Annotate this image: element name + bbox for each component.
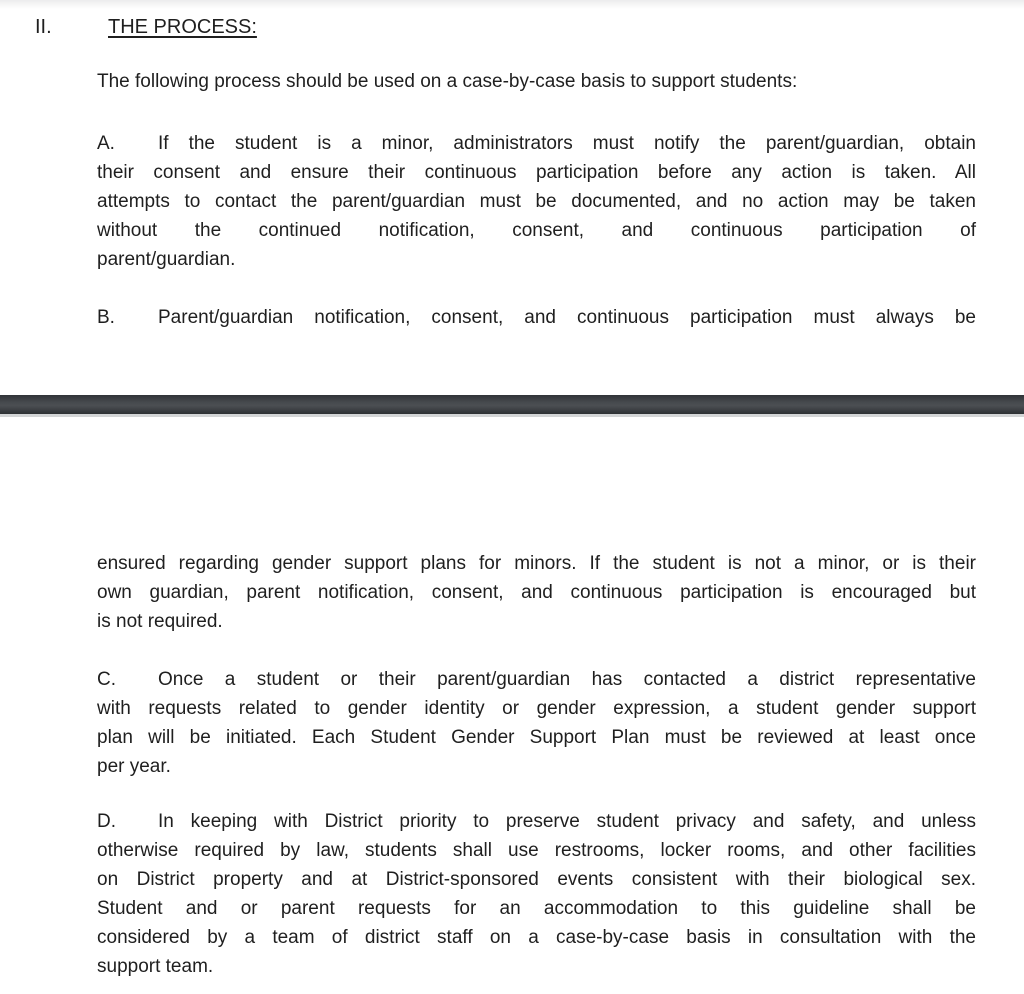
intro-paragraph: The following process should be used on a case-by-case basis to support students: <box>97 71 798 92</box>
section-heading: THE PROCESS: <box>108 16 257 38</box>
text-line: is not required. <box>97 611 223 632</box>
section-number: II. <box>35 16 52 38</box>
text-line: on District property and at District-sponsored events consistent with their biological sex. <box>97 869 976 890</box>
text-line <box>97 129 976 158</box>
text-line <box>97 665 976 694</box>
text-line: ensured regarding gender support plans for minors. If the student is not a minor, or is their <box>97 553 976 574</box>
page-separator <box>0 395 1024 417</box>
text-line: without the continued notification, consent, and continuous participation of <box>97 220 976 241</box>
paragraph-d <box>97 807 976 981</box>
text-line <box>97 303 976 332</box>
paragraph-d-label: D. <box>97 811 116 832</box>
text-line: plan will be initiated. Each Student Gender Support Plan must be reviewed at least once <box>97 727 976 748</box>
paragraph-c <box>97 665 976 781</box>
text-line-content: Parent/guardian notification, consent, and continuous participation must always be <box>158 307 976 328</box>
text-line-content: In keeping with District priority to preserve student privacy and safety, and unless <box>158 811 976 832</box>
text-line: parent/guardian. <box>97 249 236 270</box>
text-line-content: If the student is a minor, administrators must notify the parent/guardian, obtain <box>158 133 976 154</box>
paragraph-b <box>97 303 976 332</box>
text-line: support team. <box>97 956 214 977</box>
paragraph-a <box>97 129 976 274</box>
text-line: attempts to contact the parent/guardian must be documented, and no action may be taken <box>97 191 976 212</box>
text-line: otherwise required by law, students shall use restrooms, locker rooms, and other facilities <box>97 840 976 861</box>
paragraph-c-label: C. <box>97 669 116 690</box>
paragraph-b-label: B. <box>97 307 115 328</box>
text-line: their consent and ensure their continuous participation before any action is taken. All <box>97 162 976 183</box>
paragraph-a-label: A. <box>97 133 115 154</box>
text-line: considered by a team of district staff on a case-by-case basis in consultation with the <box>97 927 976 948</box>
text-line-content: Once a student or their parent/guardian has contacted a district representative <box>158 669 976 690</box>
top-shadow <box>0 0 1024 9</box>
text-line: per year. <box>97 756 171 777</box>
text-line: Student and or parent requests for an accommodation to this guideline shall be <box>97 898 976 919</box>
text-line: own guardian, parent notification, consent, and continuous participation is encouraged but <box>97 582 976 603</box>
text-line: with requests related to gender identity or gender expression, a student gender support <box>97 698 976 719</box>
paragraph-b-continuation <box>97 549 976 636</box>
section-heading-row <box>0 13 1024 42</box>
text-line <box>97 807 976 836</box>
